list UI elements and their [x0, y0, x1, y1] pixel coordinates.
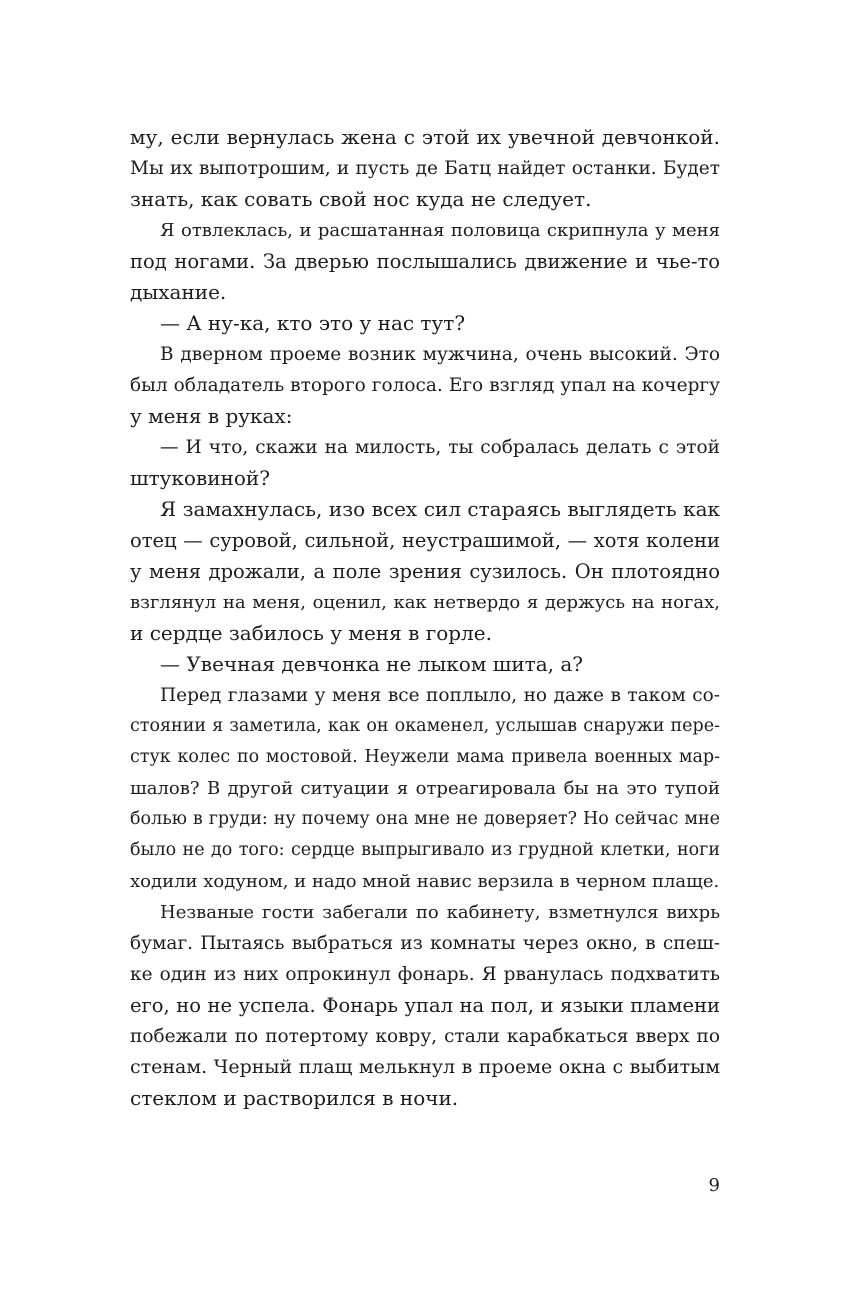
text-line: взглянул на меня, оценил, как нетвердо я держусь на ногах, [130, 592, 720, 613]
text-line: — И что, скажи на милость, ты собралась делать с этой [160, 437, 720, 458]
text-line: Незваные гости забегали по кабинету, взметнулся вихрь [160, 902, 720, 923]
text-line: стенам. Черный плащ мелькнул в проеме окна с выбитым [130, 1056, 720, 1078]
text-line: В дверном проеме возник мужчина, очень высокий. Это [160, 344, 720, 365]
text-line: знать, как совать свой нос куда не следует. [130, 187, 592, 211]
text-line: му, если вернулась жена с этой их увечной девчонкой. [130, 125, 720, 149]
text-line: Я замахнулась, изо всех сил стараясь выглядеть как [160, 497, 720, 521]
text-line: ходили ходуном, и надо мной навис верзила в черном плаще. [130, 871, 720, 892]
text-line: Перед глазами у меня все поплыло, но даже в таком со- [160, 685, 720, 706]
body-text [130, 122, 720, 1114]
text-line: — А ну-ка, кто это у нас тут? [160, 311, 466, 335]
text-line: под ногами. За дверью послышались движение и чье-то [130, 250, 720, 273]
text-line: побежали по потертому ковру, стали карабкаться вверх по [130, 1026, 720, 1047]
text-line: был обладатель второго голоса. Его взгляд упал на кочергу [130, 375, 720, 396]
text-line: стеклом и растворился в ночи. [130, 1086, 459, 1110]
text-line: шалов? В другой ситуации я отреагировала бы на это тупой [130, 778, 720, 799]
text-line: его, но не успела. Фонарь упал на пол, и языки пламени [130, 994, 720, 1017]
text-line: Мы их выпотрошим, и пусть де Батц найдет останки. Будет [130, 158, 720, 179]
text-line: бумаг. Пытаясь выбраться из комнаты через окно, в спеш- [130, 933, 720, 954]
text-line: штуковиной? [130, 466, 270, 490]
text-line: отец — суровой, сильной, неустрашимой, — хотя колени [130, 529, 720, 552]
text-line: у меня в руках: [130, 404, 293, 428]
text-line: и сердце забилось у меня в горле. [130, 621, 492, 645]
text-line: болью в груди: ну почему она мне не доверяет? Но сейчас мне [130, 809, 720, 829]
text-line: Я отвлеклась, и расшатанная половица скрипнула у меня [160, 220, 720, 241]
text-line: — Увечная девчонка не лыком шита, а? [160, 652, 584, 676]
text-line: у меня дрожали, а поле зрения сузилось. Он плотоядно [130, 560, 720, 583]
text-line: стук колес по мостовой. Неужели мама привела военных мар- [130, 747, 720, 767]
text-line: ке один из них опрокинул фонарь. Я рванулась подхватить [130, 964, 720, 985]
page-number: 9 [708, 1175, 720, 1196]
text-line: стоянии я заметила, как он окаменел, услышав снаружи пере- [130, 716, 720, 736]
text-line: дыхание. [130, 280, 227, 304]
text-line: было не до того: сердце выпрыгивало из грудной клетки, ноги [130, 840, 720, 860]
